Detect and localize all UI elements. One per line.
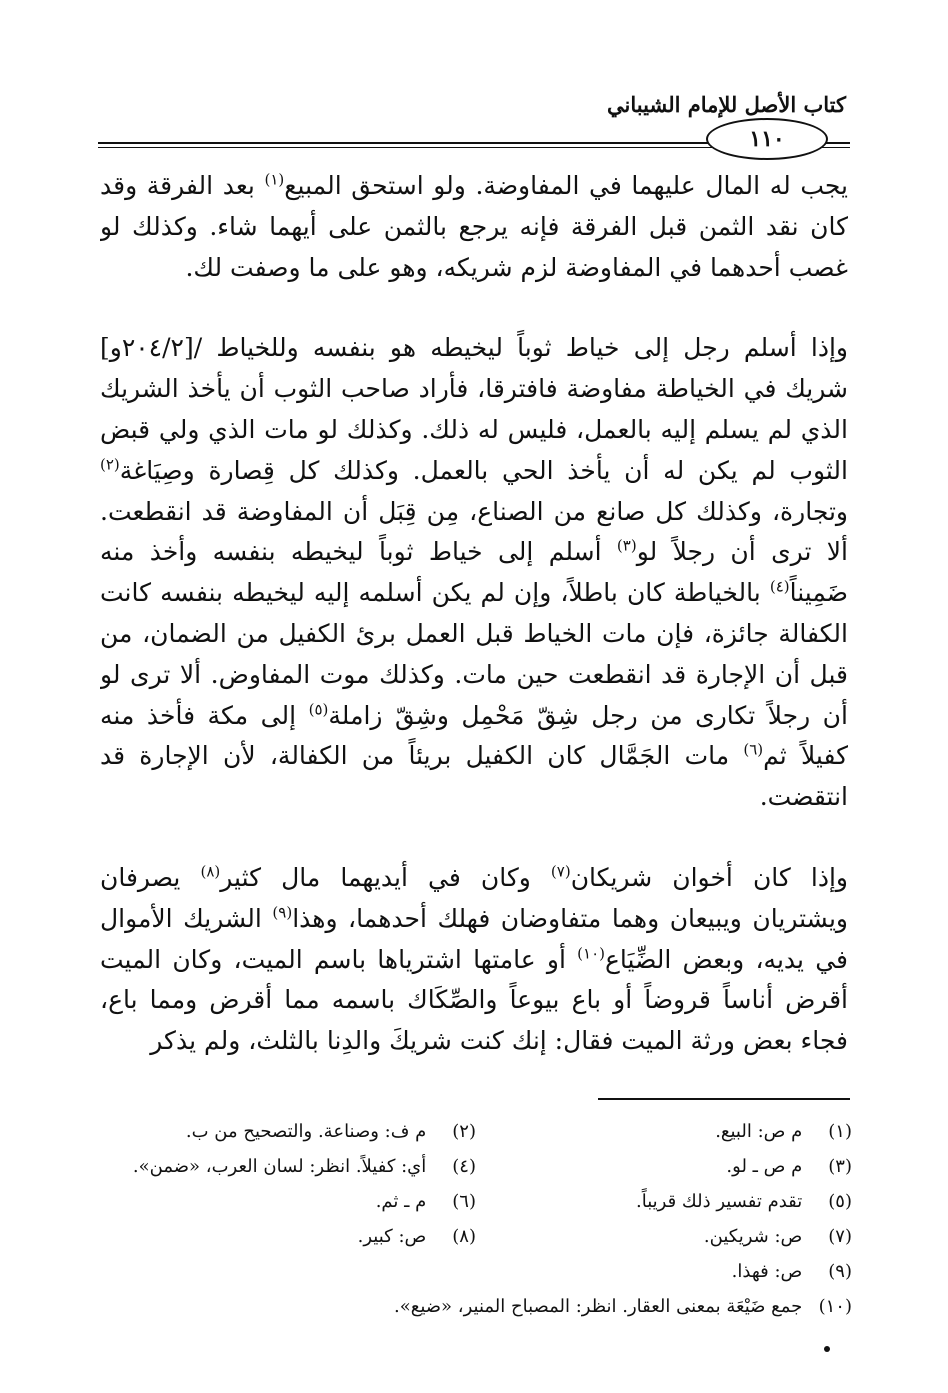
footnote-number: (٥) bbox=[828, 1191, 852, 1212]
footnote-text: جمع ضَيْعَة بمعنى العقار. انظر: المصباح المنير، «ضيع». bbox=[394, 1296, 808, 1317]
footnote bbox=[476, 1149, 852, 1184]
footnote-text: م ص: البيع. bbox=[715, 1121, 808, 1142]
footnote-text: تقدم تفسير ذلك قريباً. bbox=[636, 1191, 808, 1212]
footnote-rule bbox=[598, 1098, 850, 1100]
footnote bbox=[476, 1254, 852, 1289]
footnote bbox=[476, 1114, 852, 1149]
footnote-text: ص: فهذا. bbox=[731, 1261, 808, 1282]
footnote-ref: (٣) bbox=[616, 537, 637, 556]
footnote-number: (٣) bbox=[828, 1156, 852, 1177]
footnote bbox=[476, 1184, 852, 1219]
ornament-dot bbox=[824, 1346, 830, 1352]
text-line: الكفالة جائزة، فإن مات الخياط قبل العمل برئ الكفيل من الضمان، من bbox=[100, 618, 848, 648]
running-title: كتاب الأصل للإمام الشيباني bbox=[607, 92, 846, 117]
text-line: كان نقد الثمن قبل الفرقة فإنه يرجع بالثمن على أيهما شاء. وكذلك لو bbox=[100, 211, 848, 241]
footnote-number: (٧) bbox=[828, 1226, 852, 1247]
footnote bbox=[100, 1219, 476, 1254]
text-line: أن رجلاً تكارى من رجل شِقّ مَحْمِل وشِقّ زاملة$^{(٥)}$ إلى مكة فأخذ منه bbox=[100, 700, 848, 730]
footnote-grid bbox=[100, 1114, 852, 1324]
text-line: كفيلاً ثم$^{(٦)}$ مات الجَمَّال كان الكفيل بريئاً من الكفالة، لأن الإجارة قد bbox=[100, 741, 848, 771]
footnotes bbox=[100, 1114, 852, 1324]
footnote bbox=[476, 1219, 852, 1254]
footnote-number: (٨) bbox=[452, 1226, 476, 1247]
text-line: الثوب لم يكن له أن يأخذ الحي بالعمل. وكذلك كل قِصارة وصِيَاغة$^{(٢)}$ bbox=[100, 455, 848, 485]
text-line: ضَمِيناً$^{(٤)}$ بالخياطة كان باطلاً، وإن لم يكن أسلمه إليه ليخيطه بنفسه كانت bbox=[100, 577, 848, 608]
footnote-number: (٢) bbox=[452, 1121, 476, 1142]
text-line: وإذا كان أخوان شريكان$^{(٧)}$ وكان في أيديهما مال كثير$^{(٨)}$ يصرفان bbox=[100, 862, 848, 892]
footnote-ref: (٢) bbox=[100, 455, 120, 474]
text-line: قبل أن الإجارة قد انقطعت حين مات. وكذلك موت المفاوض. ألا ترى لو bbox=[100, 659, 848, 689]
footnote-number: (٤) bbox=[452, 1156, 476, 1177]
page-number: ١١٠ bbox=[706, 118, 828, 160]
text-line: أقرض أناساً قروضاً أو باع بيوعاً والصِّكَاك باسمه مما أقرض ومما باع، bbox=[100, 985, 848, 1015]
footnote bbox=[100, 1149, 476, 1184]
footnote-text: م ـ ثم. bbox=[375, 1191, 432, 1212]
text-line: غصب أحدهما في المفاوضة لزم شريكه، وهو على ما وصفت لك. bbox=[185, 252, 848, 282]
text-line: انتقضت. bbox=[759, 782, 848, 812]
text-line: وتجارة، وكذلك كل صانع من الصناع، مِن قِبَل أن المفاوضة قد انقطعت. bbox=[100, 496, 848, 526]
footnote-number: (٦) bbox=[452, 1191, 476, 1212]
footnote-ref: (١) bbox=[264, 170, 285, 189]
text-line: فجاء بعض ورثة الميت فقال: إنك كنت شريكَ والدِنا بالثلث، ولم يذكر bbox=[150, 1026, 848, 1056]
paragraph bbox=[100, 858, 848, 1062]
text-line: ويشتريان ويبيعان وهما متفاوضان فهلك أحدهما، وهذا$^{(٩)}$ الشريك الأموال bbox=[100, 903, 848, 933]
text-line: الذي لم يسلم إليه بالعمل، فليس له ذلك. وكذلك لو مات الذي ولي قبض bbox=[100, 414, 848, 444]
footnote-ref: (٨) bbox=[200, 862, 221, 881]
footnote-text: م ص ـ لو. bbox=[726, 1156, 808, 1177]
text-line: وإذا أسلم رجل إلى خياط ثوباً ليخيطه هو بنفسه وللخياط /[٢٠٤/٢و] bbox=[100, 333, 848, 363]
footnote-ref: (٩) bbox=[272, 903, 293, 922]
footnote-number: (١) bbox=[828, 1121, 852, 1142]
footnote-number: (١٠) bbox=[818, 1296, 852, 1317]
text-line: في يديه، وبعض الضِّيَاع$^{(١٠)}$ أو عامتها اشترياها باسم الميت، وكان الميت bbox=[100, 944, 848, 974]
footnote-text: ص: كبير. bbox=[357, 1226, 432, 1247]
text-line: يجب له المال عليهما في المفاوضة. ولو استحق المبيع$^{(١)}$ بعد الفرقة وقد bbox=[100, 170, 848, 200]
text-line: ألا ترى أن رجلاً لو$^{(٣)}$ أسلم إلى خياط ثوباً ليخيطه بنفسه وأخذ منه bbox=[100, 537, 848, 567]
footnote bbox=[100, 1184, 476, 1219]
paragraph bbox=[100, 166, 848, 288]
footnote-ref: (٧) bbox=[550, 862, 571, 881]
paragraph bbox=[100, 328, 848, 818]
body-text bbox=[100, 166, 848, 1062]
footnote-ref: (٥) bbox=[308, 700, 329, 719]
footnote-text: ص: شريكين. bbox=[703, 1226, 808, 1247]
footnote-text: أي: كفيلاً. انظر: لسان العرب، «ضمن». bbox=[132, 1156, 432, 1177]
footnote-ref: (٦) bbox=[743, 741, 764, 760]
footnote-text: م ف: وصناعة. والتصحيح من ب. bbox=[185, 1121, 432, 1142]
footnote bbox=[100, 1114, 476, 1149]
footnote-ref: (٤) bbox=[769, 577, 790, 596]
footnote-number: (٩) bbox=[828, 1261, 852, 1282]
footnote bbox=[100, 1289, 852, 1324]
footnote-ref: (١٠) bbox=[577, 944, 605, 963]
text-line: شريك في الخياطة مفاوضة فافترقا، فأراد صاحب الثوب أن يأخذ الشريك bbox=[100, 374, 848, 404]
